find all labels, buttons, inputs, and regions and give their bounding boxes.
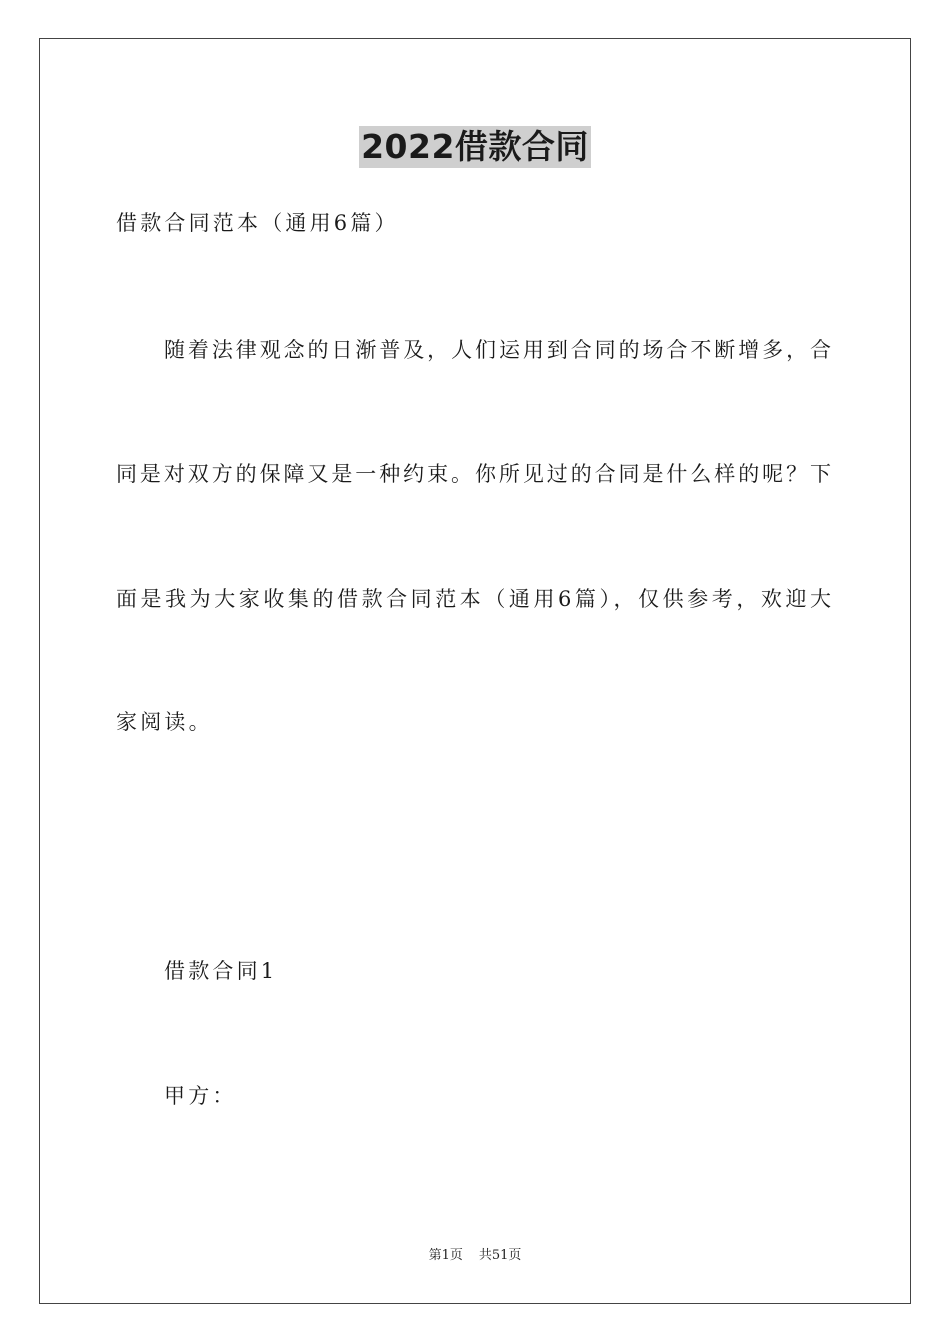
section-heading: 借款合同1: [164, 959, 278, 983]
intro-line-3: 面是我为大家收集的借款合同范本（通用6篇），仅供参考，欢迎大: [116, 587, 831, 611]
page-footer: [0, 1247, 950, 1265]
document-subtitle: 借款合同范本（通用6篇）: [116, 211, 399, 235]
intro-line-1: 随着法律观念的日渐普及，人们运用到合同的场合不断增多，合: [164, 338, 831, 362]
page-total: 共51页: [478, 1248, 522, 1263]
intro-line-2: 同是对双方的保障又是一种约束。你所见过的合同是什么样的呢？下: [116, 462, 831, 486]
page-number: 第1页: [428, 1248, 463, 1263]
title-container: [0, 126, 950, 168]
document-title: 2022借款合同: [361, 127, 589, 166]
party-a-label: 甲方：: [164, 1084, 237, 1108]
intro-line-4: 家阅读。: [116, 710, 213, 734]
